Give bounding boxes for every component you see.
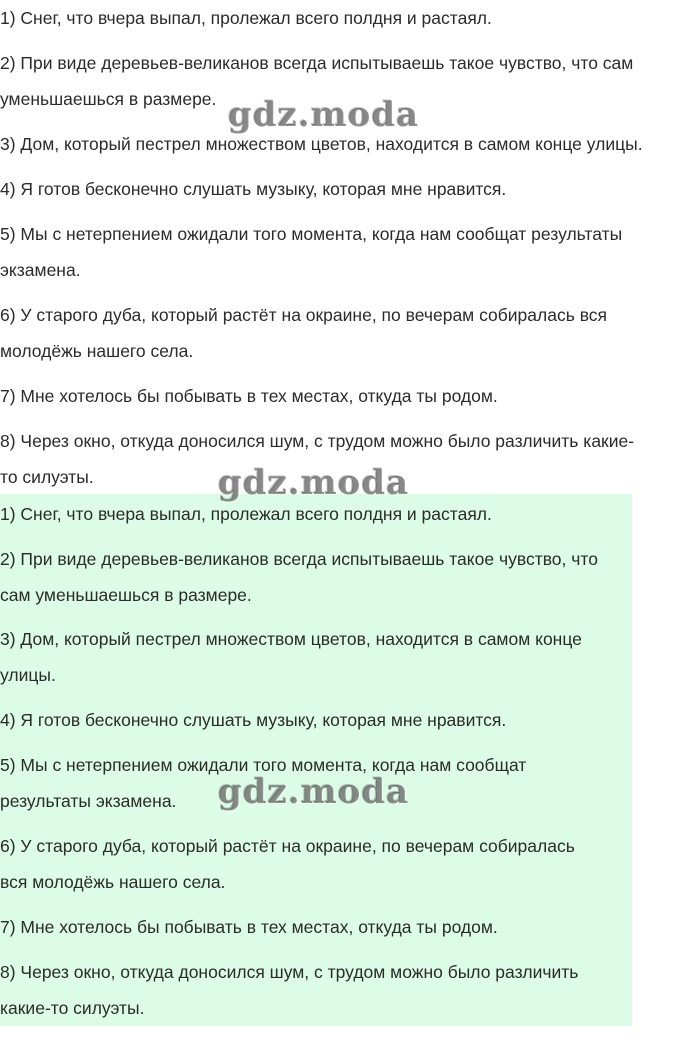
watermark-logo: gdz.moda [218, 772, 410, 812]
sentence-2: 2) При виде деревьев-великанов всегда испытываешь такое чувство, что сам уменьшаешься в размере. [0, 549, 598, 605]
sentence-7: 7) Мне хотелось бы побывать в тех местах, откуда ты родом. [0, 917, 498, 937]
sentence-4: 4) Я готов бесконечно слушать музыку, которая мне нравится. [0, 710, 507, 730]
sentence-8: 8) Через окно, откуда доносился шум, с трудом можно было различить какие-то силуэты. [0, 962, 579, 1018]
watermark-logo: gdz.moda [218, 463, 410, 503]
sentence-7: 7) Мне хотелось бы побывать в тех местах, откуда ты родом. [0, 386, 498, 406]
sentence-1: 1) Снег, что вчера выпал, пролежал всего полдня и растаял. [0, 504, 492, 524]
sentence-6: 6) У старого дуба, который растёт на окраине, по вечерам собиралась вся молодёжь нашего села. [0, 305, 608, 361]
answer-block-highlighted [0, 494, 632, 1026]
sentence-6: 6) У старого дуба, который растёт на окраине, по вечерам собиралась вся молодёжь нашего села. [0, 836, 575, 892]
sentence-1: 1) Снег, что вчера выпал, пролежал всего полдня и растаял. [0, 8, 492, 28]
sentence-3: 3) Дом, который пестрел множеством цветов, находится в самом конце улицы. [0, 134, 643, 154]
sentence-5: 5) Мы с нетерпением ожидали того момента, когда нам сообщат результаты экзамена. [0, 224, 623, 280]
sentence-4: 4) Я готов бесконечно слушать музыку, которая мне нравится. [0, 179, 507, 199]
sentence-3: 3) Дом, который пестрел множеством цветов, находится в самом конце улицы. [0, 629, 582, 685]
sentence-8: 8) Через окно, откуда доносился шум, с трудом можно было различить какие- то силуэты. [0, 431, 635, 487]
watermark-logo: gdz.moda [228, 95, 420, 135]
sentence-5: 5) Мы с нетерпением ожидали того момента, когда нам сообщат результаты экзамена. [0, 755, 527, 811]
sentence-2: 2) При виде деревьев-великанов всегда испытываешь такое чувство, что сам уменьшаешься в размере. [0, 53, 634, 109]
answer-block-top [0, 0, 680, 494]
